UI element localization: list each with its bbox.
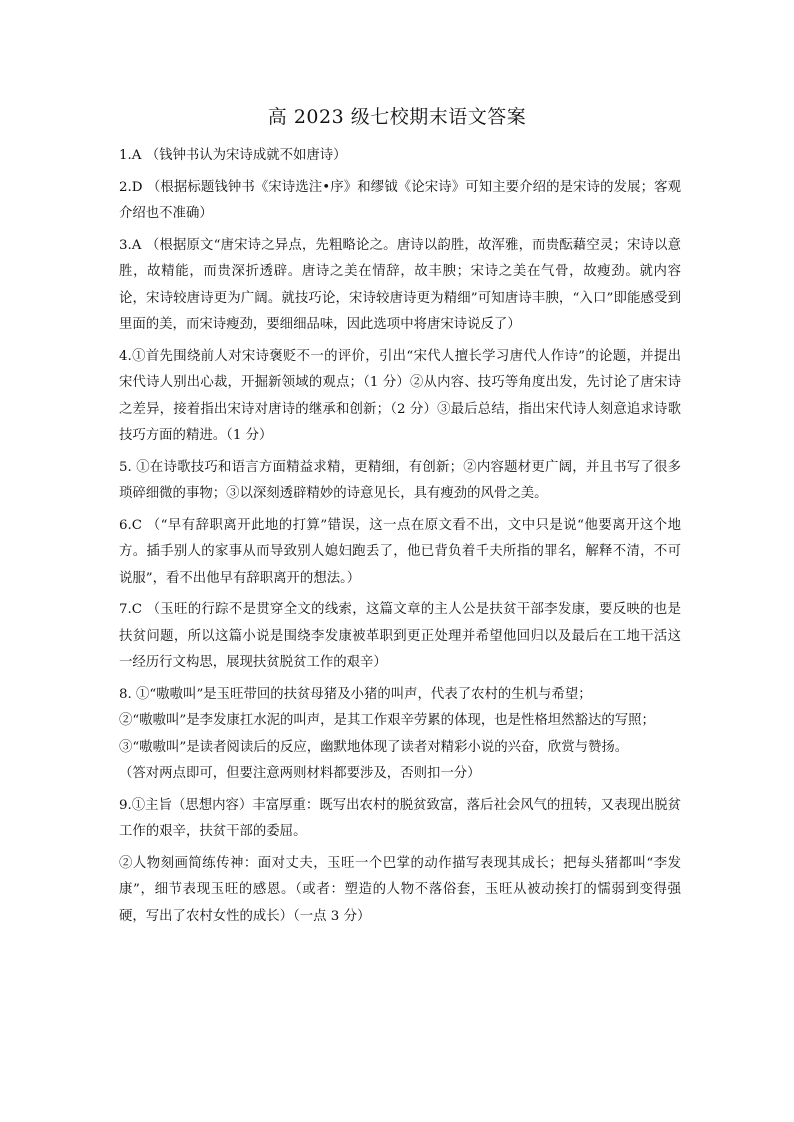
- answer-item-8-line-1: 8. ①“嗷嗷叫”是玉旺带回的扶贫母猪及小猪的叫声，代表了农村的生机与希望；: [119, 686, 592, 702]
- answer-item-8-line-2: ②“嗷嗷叫”是李发康扛水泥的叫声，是其工作艰辛劳累的体现，也是性格坦然豁达的写照；: [119, 713, 655, 728]
- page-title: 高 2023 级七校期末语文答案: [267, 106, 527, 128]
- answer-item-8-line-3: ③“嗷嗷叫”是读者阅读后的反应，幽默地体现了读者对精彩小说的兴奋，欣赏与赞扬。: [119, 739, 629, 755]
- answer-item-4: 4.①首先围绕前人对宋诗褒贬不一的评价，引出“宋代人擅长学习唐代人作诗”的论题，并提出宋代诗人别出心裁，开掘新领域的观点；（1 分）②从内容、技巧等角度出发，先讨论了唐宋诗之差异，接着指出宋诗对唐诗的继承和创新；（2 分）③最后总结，指出宋代诗人刻意追求诗歌技巧方面的精进。（1 分）: [119, 348, 681, 443]
- answer-body: [119, 143, 681, 935]
- answer-item-9-para-2: ②人物刻画简练传神：面对丈夫，玉旺一个巴掌的动作描写表现其成长；把每头猪都叫“李发康”，细节表现玉旺的感恩。（或者：塑造的人物不落俗套，玉旺从被动挨打的懦弱到变得强硬，写出了农村女性的成长）（一点 3 分）: [119, 855, 681, 924]
- answer-item-6: 6.C （“早有辞职离开此地的打算”错误，这一点在原文看不出，文中只是说“他要离开这个地方。插手别人的家事从而导致别人媳妇跑丢了，他已背负着千夫所指的罪名，解释不清，不可说服”，看不出他早有辞职离开的想法。）: [119, 517, 681, 586]
- answer-item-3: 3.A （根据原文“唐宋诗之异点，先粗略论之。唐诗以韵胜，故浑雅，而贵酝藉空灵；宋诗以意胜，故精能，而贵深折透辟。唐诗之美在情辞，故丰腴；宋诗之美在气骨，故瘦劲。就内容论，宋诗较唐诗更为广阔。就技巧论，宋诗较唐诗更为精细”可知唐诗丰腴，“入口”即能感受到里面的美，而宋诗瘦劲，要细细品味，因此选项中将唐宋诗说反了）: [119, 237, 681, 332]
- answer-item-2: 2.D （根据标题钱钟书《宋诗选注•序》和缪钺《论宋诗》可知主要介绍的是宋诗的发展；客观介绍也不准确）: [119, 179, 681, 221]
- answer-item-9-para-1: 9.①主旨（思想内容）丰富厚重：既写出农村的脱贫致富，落后社会风气的扭转，又表现出脱贫工作的艰辛，扶贫干部的委屈。: [119, 797, 681, 839]
- answer-item-5: 5. ①在诗歌技巧和语言方面精益求精，更精细，有创新；②内容题材更广阔，并且书写了很多琐碎细微的事物；③以深刻透辟精妙的诗意见长，具有瘦劲的风骨之美。: [119, 459, 681, 501]
- answer-item-8-note: （答对两点即可，但要注意两则材料都要涉及，否则扣一分）: [119, 766, 481, 781]
- answer-item-7: 7.C （玉旺的行踪不是贯穿全文的线索，这篇文章的主人公是扶贫干部李发康，要反映的也是扶贫问题，所以这篇小说是围绕李发康被革职到更正处理并希望他回归以及最后在工地干活这一经历行文构思，展现扶贫脱贫工作的艰辛）: [119, 602, 681, 670]
- answer-item-1: 1.A （钱钟书认为宋诗成就不如唐诗）: [119, 148, 347, 163]
